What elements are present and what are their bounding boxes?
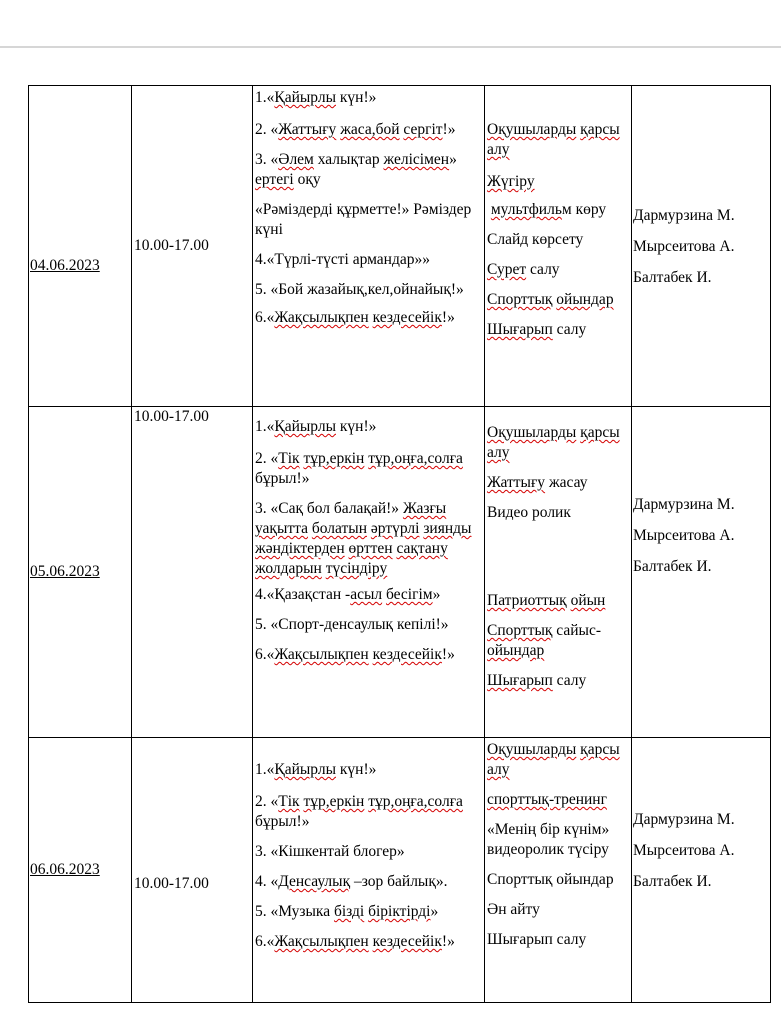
- activity-item: Жаттығу жасау: [487, 474, 588, 491]
- event-item: 1.«Қайырлы күн!»: [255, 418, 377, 435]
- activity-item: мультфильм көру: [490, 201, 607, 218]
- table-row: [29, 86, 771, 407]
- activity-item: «Менің бір күнім» видеоролик түсіру: [487, 821, 610, 858]
- event-item: 6.«Жақсылықпен кездесейік!»: [255, 933, 455, 950]
- responsible-person: Дармурзина М.: [633, 496, 735, 513]
- responsible-person: Мырсеитова А.: [633, 527, 735, 544]
- event-item: 4. «Денсаулық –зор байлық».: [255, 873, 448, 890]
- event-item: 6.«Жақсылықпен кездесейік!»: [255, 309, 455, 326]
- activities-cell: [485, 407, 632, 738]
- responsible-cell: [632, 86, 771, 407]
- activity-item: Сурет салу: [487, 261, 560, 278]
- event-item: «Рәміздерді құрметте!» Рәміздер күні: [255, 201, 472, 238]
- time-cell: [132, 407, 253, 738]
- time: 10.00-17.00: [134, 875, 209, 892]
- activities-cell: [485, 86, 632, 407]
- top-divider: [0, 46, 781, 48]
- time-cell: [132, 738, 253, 1003]
- activity-item: спорттық-тренинг: [487, 791, 607, 808]
- event-item: 4.«Түрлі-түсті армандар»»: [255, 251, 430, 268]
- activity-item: Спорттық ойындар: [487, 871, 614, 888]
- event-item: 4.«Қазақстан -асыл бесігім»: [255, 586, 441, 603]
- event-item: 5. «Спорт-денсаулық кепілі!»: [255, 616, 449, 633]
- activity-item: Оқушыларды қарсы алу: [487, 424, 620, 461]
- activity-item: Патриоттық ойын: [487, 592, 606, 609]
- responsible-person: Дармурзина М.: [633, 206, 735, 224]
- date-cell: [29, 86, 132, 407]
- responsible-person: Балтабек И.: [633, 268, 712, 286]
- activity-item: Видео ролик: [487, 504, 571, 521]
- event-item: 2. «Тік тұр,еркін тұр,оңға,солға бұрыл!»: [255, 793, 463, 830]
- activity-item: Спорттық сайыс-ойындар: [487, 622, 601, 659]
- event-item: 1.«Қайырлы күн!»: [255, 89, 377, 106]
- responsible-person: Балтабек И.: [633, 873, 712, 890]
- time: 10.00-17.00: [134, 408, 209, 425]
- activity-item: Шығарып салу: [487, 931, 587, 948]
- schedule-table: [28, 85, 771, 1003]
- events-cell: [253, 407, 485, 738]
- date-cell: [29, 407, 132, 738]
- events-cell: [253, 86, 485, 407]
- activity-item: Шығарып салу: [487, 672, 587, 689]
- event-item: 1.«Қайырлы күн!»: [255, 761, 377, 778]
- date: 04.06.2023: [30, 257, 100, 274]
- event-item: 2. «Жаттығу жаса,бой сергіт!»: [255, 121, 456, 138]
- events-cell: [253, 738, 485, 1003]
- activity-item: Спорттық ойындар: [487, 291, 614, 308]
- event-item: 3. «Әлем халықтар желісімен» ертегі оқу: [255, 151, 457, 188]
- table-row: [29, 738, 771, 1003]
- responsible-cell: [632, 738, 771, 1003]
- table-row: [29, 407, 771, 738]
- event-item: 6.«Жақсылықпен кездесейік!»: [255, 646, 455, 663]
- responsible-person: Мырсеитова А.: [633, 842, 735, 859]
- date: 06.06.2023: [30, 861, 100, 878]
- event-item: 3. «Кішкентай блогер»: [255, 843, 405, 860]
- date-cell: [29, 738, 132, 1003]
- activity-item: Жүгіру: [487, 173, 535, 190]
- activity-item: Ән айту: [487, 901, 540, 918]
- date: 05.06.2023: [30, 563, 100, 580]
- responsible-cell: [632, 407, 771, 738]
- event-item: 5. «Музыка бізді біріктірді»: [255, 903, 439, 920]
- activity-item: Шығарып салу: [487, 321, 587, 338]
- activity-item: Оқушыларды қарсы алу: [487, 741, 620, 778]
- event-item: 5. «Бой жазайық,кел,ойнайық!»: [255, 281, 464, 298]
- responsible-person: Мырсеитова А.: [633, 237, 735, 255]
- time-cell: [132, 86, 253, 407]
- activities-cell: [485, 738, 632, 1003]
- event-item: 3. «Сақ бол балақай!» Жазғы уақытта болатын әртүрлі зиянды жәндіктерден өрттен сақтану жолдарын түсіндіру: [255, 500, 472, 577]
- responsible-person: Дармурзина М.: [633, 811, 735, 828]
- responsible-person: Балтабек И.: [633, 558, 712, 575]
- activity-item: Оқушыларды қарсы алу: [487, 121, 620, 158]
- event-item: 2. «Тік тұр,еркін тұр,оңға,солға бұрыл!»: [255, 450, 463, 487]
- time: 10.00-17.00: [134, 237, 209, 254]
- activity-item: Слайд көрсету: [487, 231, 584, 248]
